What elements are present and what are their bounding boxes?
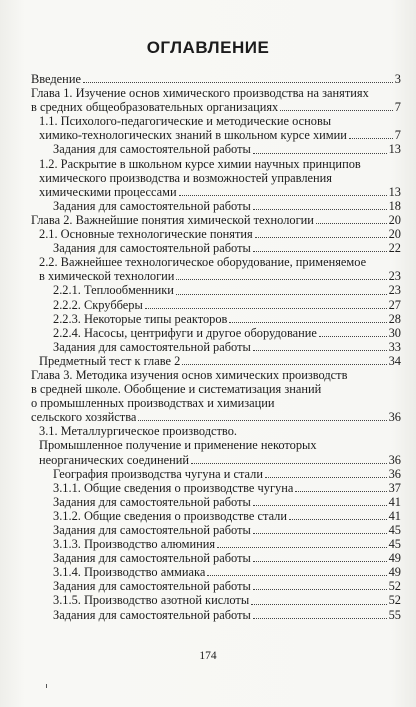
toc-page-number: 28: [388, 311, 401, 326]
toc-entry: [31, 579, 401, 593]
toc-entry-text: неорганических соединений: [39, 452, 189, 467]
dot-leader: [316, 223, 387, 224]
toc-page-number: 20: [388, 212, 401, 227]
toc-entry-text: 2.2.1. Теплообменники: [53, 283, 174, 298]
toc-entry: [31, 551, 401, 565]
dot-leader: [182, 364, 386, 365]
dot-leader: [265, 477, 387, 478]
toc-entry-text: 2.2.2. Скрубберы: [53, 297, 143, 312]
dot-leader: [176, 294, 387, 295]
toc-entry-text: Задания для самостоятельной работы: [53, 579, 251, 594]
toc-entry-text: Предметный тест к главе 2: [39, 353, 181, 368]
toc-entry: [31, 340, 401, 354]
toc-entry-text: Глава 1. Изучение основ химического производства на занятиях: [31, 86, 369, 101]
toc-page-number: 22: [388, 241, 401, 256]
toc-entry: [31, 72, 401, 86]
toc-entry-text: Задания для самостоятельной работы: [53, 339, 251, 354]
toc-entry: [31, 368, 401, 424]
dot-leader: [253, 533, 387, 534]
dot-leader: [253, 505, 387, 506]
dot-leader: [253, 209, 387, 210]
dot-leader: [251, 604, 386, 605]
toc-entry: [31, 283, 401, 297]
toc-entry-text: в средней школе. Обобщение и систематизация знаний: [31, 382, 322, 397]
toc-entry-text: Промышленное получение и применение некоторых: [39, 438, 317, 453]
toc-entry-text: в средних общеобразовательных организациях: [31, 100, 279, 115]
toc-entry: [31, 199, 401, 213]
toc-entry-text: Задания для самостоятельной работы: [53, 198, 251, 213]
toc-page-number: 37: [388, 480, 401, 495]
toc-entry: [31, 537, 401, 551]
toc-entry: [31, 142, 401, 156]
toc-entry-text: в химической технологии: [39, 269, 175, 284]
toc-entry-text: 1.1. Психолого-педагогические и методические основы: [39, 114, 332, 129]
toc-entry-text: Задания для самостоятельной работы: [53, 607, 251, 622]
toc-entry-text: химико-технологических знаний в школьном курсе химии: [39, 128, 347, 143]
toc-page-number: 36: [388, 452, 401, 467]
toc-entry-text: 3.1. Металлургическое производство.: [39, 424, 237, 439]
toc-entry: [31, 326, 401, 340]
page-number: 174: [199, 650, 217, 662]
toc-entry-text: 3.1.1. Общие сведения о производстве чугуна: [53, 480, 294, 495]
table-of-contents: [31, 72, 401, 622]
toc-entry: [31, 86, 401, 114]
toc-entry-text: 3.1.3. Производство алюминия: [53, 537, 216, 552]
dot-leader: [253, 618, 387, 619]
toc-entry: [31, 213, 401, 227]
toc-page-number: 36: [388, 466, 401, 481]
toc-entry-text: 3.1.5. Производство азотной кислоты: [53, 593, 250, 608]
toc-entry: [31, 523, 401, 537]
toc-entry-text: Глава 2. Важнейшие понятия химической технологии: [31, 212, 314, 227]
toc-entry: [31, 593, 401, 607]
toc-page-number: 52: [388, 593, 401, 608]
toc-entry: [31, 438, 401, 466]
toc-entry-text: 2.1. Основные технологические понятия: [39, 227, 253, 242]
toc-entry: [31, 157, 401, 199]
page-title: ОГЛАВЛЕНИЕ: [146, 38, 270, 57]
toc-entry-text: 3.1.2. Общие сведения о производстве стали: [53, 508, 287, 523]
dot-leader: [191, 463, 387, 464]
dot-leader: [217, 547, 387, 548]
toc-page-number: 13: [388, 142, 401, 157]
toc-page-number: 36: [388, 410, 401, 425]
toc-entry-text: Глава 3. Методика изучения основ химических производств: [31, 367, 348, 382]
dot-leader: [145, 308, 387, 309]
toc-entry: [31, 565, 401, 579]
toc-entry-text: сельского хозяйства: [31, 410, 137, 425]
dot-leader: [83, 82, 393, 83]
toc-page-number: 41: [388, 508, 401, 523]
dot-leader: [289, 519, 387, 520]
toc-entry: [31, 312, 401, 326]
toc-page-number: 18: [388, 198, 401, 213]
toc-entry-text: химическими процессами: [39, 184, 177, 199]
toc-entry-text: Задания для самостоятельной работы: [53, 142, 251, 157]
toc-entry: [31, 354, 401, 368]
dot-leader: [253, 589, 387, 590]
toc-entry-text: химического производства и возможностей управления: [39, 170, 332, 185]
toc-page-number: 13: [388, 184, 401, 199]
dot-leader: [207, 575, 386, 576]
dot-leader: [319, 336, 387, 337]
toc-entry-text: Задания для самостоятельной работы: [53, 494, 251, 509]
toc-entry-text: Введение: [31, 72, 81, 86]
toc-page-number: 49: [388, 565, 401, 580]
toc-page-number: 52: [388, 579, 401, 594]
toc-page-number: 3: [394, 72, 401, 86]
toc-entry: [31, 608, 401, 622]
toc-page-number: 23: [388, 283, 401, 298]
toc-page-number: 27: [388, 297, 401, 312]
dot-leader: [179, 195, 387, 196]
toc-entry: [31, 227, 401, 241]
toc-page-number: 33: [388, 339, 401, 354]
toc-entry-text: 3.1.4. Производство аммиака: [53, 565, 206, 580]
toc-page-number: 34: [388, 353, 401, 368]
toc-entry: [31, 495, 401, 509]
toc-entry: [31, 241, 401, 255]
toc-entry-text: 2.2. Важнейшее технологическое оборудование, применяемое: [39, 255, 367, 270]
dot-leader: [253, 153, 387, 154]
toc-entry: [31, 424, 401, 438]
dot-leader: [253, 251, 387, 252]
toc-page-number: 7: [394, 128, 401, 143]
toc-page-number: 45: [388, 523, 401, 537]
toc-entry: [31, 509, 401, 523]
toc-page-number: 41: [388, 494, 401, 509]
dot-leader: [229, 322, 386, 323]
toc-entry: [31, 114, 401, 142]
toc-page-number: 49: [388, 551, 401, 566]
toc-page-number: 55: [388, 607, 401, 622]
toc-entry: [31, 298, 401, 312]
dot-leader: [138, 420, 386, 421]
toc-page-number: 7: [394, 100, 401, 115]
dot-leader: [176, 279, 386, 280]
toc-entry: [31, 255, 401, 283]
dot-leader: [253, 350, 387, 351]
toc-entry-text: 2.2.4. Насосы, центрифуги и другое оборудование: [53, 325, 317, 340]
toc-entry: [31, 481, 401, 495]
toc-entry: [31, 467, 401, 481]
dot-leader: [280, 110, 393, 111]
toc-entry-text: География производства чугуна и стали: [53, 466, 263, 481]
toc-page-number: 45: [388, 537, 401, 552]
toc-entry-text: 2.2.3. Некоторые типы реакторов: [53, 311, 228, 326]
toc-entry-text: 1.2. Раскрытие в школьном курсе химии научных принципов: [39, 156, 361, 171]
toc-entry-text: Задания для самостоятельной работы: [53, 523, 251, 537]
toc-page-number: 23: [388, 269, 401, 284]
dot-leader: [295, 491, 386, 492]
dot-leader: [255, 237, 387, 238]
dot-leader: [253, 561, 387, 562]
toc-page-number: 30: [388, 325, 401, 340]
toc-entry-text: о промышленных производствах и химизации: [31, 396, 275, 411]
dot-leader: [349, 138, 393, 139]
print-mark: [46, 684, 47, 688]
toc-entry-text: Задания для самостоятельной работы: [53, 551, 251, 566]
toc-page-number: 20: [388, 227, 401, 242]
toc-entry-text: Задания для самостоятельной работы: [53, 241, 251, 256]
